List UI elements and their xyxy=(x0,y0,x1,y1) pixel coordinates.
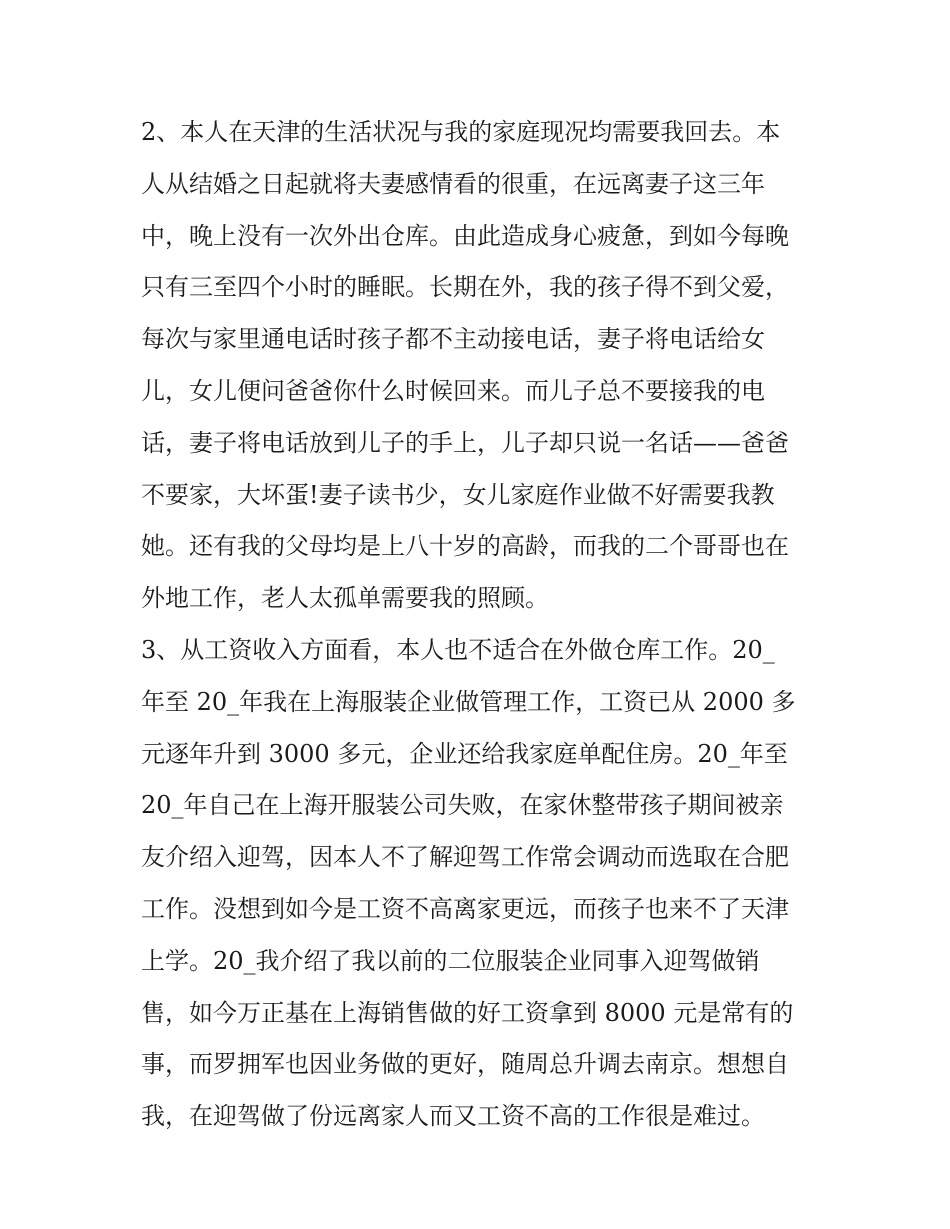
text-line: 友介绍入迎驾，因本人不了解迎驾工作常会调动而选取在合肥 xyxy=(141,843,789,872)
text-line: 她。还有我的父母均是上八十岁的高龄，而我的二个哥哥也在 xyxy=(141,532,789,561)
body-text xyxy=(141,107,821,1143)
text-line: 儿，女儿便问爸爸你什么时候回来。而儿子总不要接我的电 xyxy=(141,376,765,405)
text-line: 年至 20_年我在上海服装企业做管理工作，工资已从 2000 多 xyxy=(141,687,796,716)
text-line: 2、本人在天津的生活状况与我的家庭现况均需要我回去。本 xyxy=(141,118,781,146)
text-line: 不要家，大坏蛋!妻子读书少，女儿家庭作业做不好需要我教 xyxy=(141,480,775,509)
text-line: 每次与家里通电话时孩子都不主动接电话，妻子将电话给女 xyxy=(141,325,765,354)
text-line: 中，晚上没有一次外出仓库。由此造成身心疲惫，到如今每晚 xyxy=(141,221,789,250)
text-line: 上学。20_我介绍了我以前的二位服装企业同事入迎驾做销 xyxy=(141,946,760,975)
text-line: 元逐年升到 3000 多元，企业还给我家庭单配住房。20_年至 xyxy=(141,739,788,768)
text-line: 只有三至四个小时的睡眠。长期在外，我的孩子得不到父爱， xyxy=(141,273,789,302)
text-line: 工作。没想到如今是工资不高离家更远，而孩子也来不了天津 xyxy=(141,894,789,923)
text-line: 我，在迎驾做了份远离家人而又工资不高的工作很是难过。 xyxy=(141,1102,765,1131)
text-line: 20_年自己在上海开服装公司失败，在家休整带孩子期间被亲 xyxy=(141,791,784,820)
text-line: 售，如今万正基在上海销售做的好工资拿到 8000 元是常有的 xyxy=(141,998,794,1027)
text-line: 外地工作，老人太孤单需要我的照顾。 xyxy=(141,584,549,613)
text-line: 话，妻子将电话放到儿子的手上，儿子却只说一名话——爸爸 xyxy=(141,428,789,457)
text-line: 事，而罗拥军也因业务做的更好，随周总升调去南京。想想自 xyxy=(141,1050,789,1079)
text-line: 3、从工资收入方面看，本人也不适合在外做仓库工作。20_ xyxy=(141,635,775,664)
text-line: 人从结婚之日起就将夫妻感情看的很重，在远离妻子这三年 xyxy=(141,169,765,198)
